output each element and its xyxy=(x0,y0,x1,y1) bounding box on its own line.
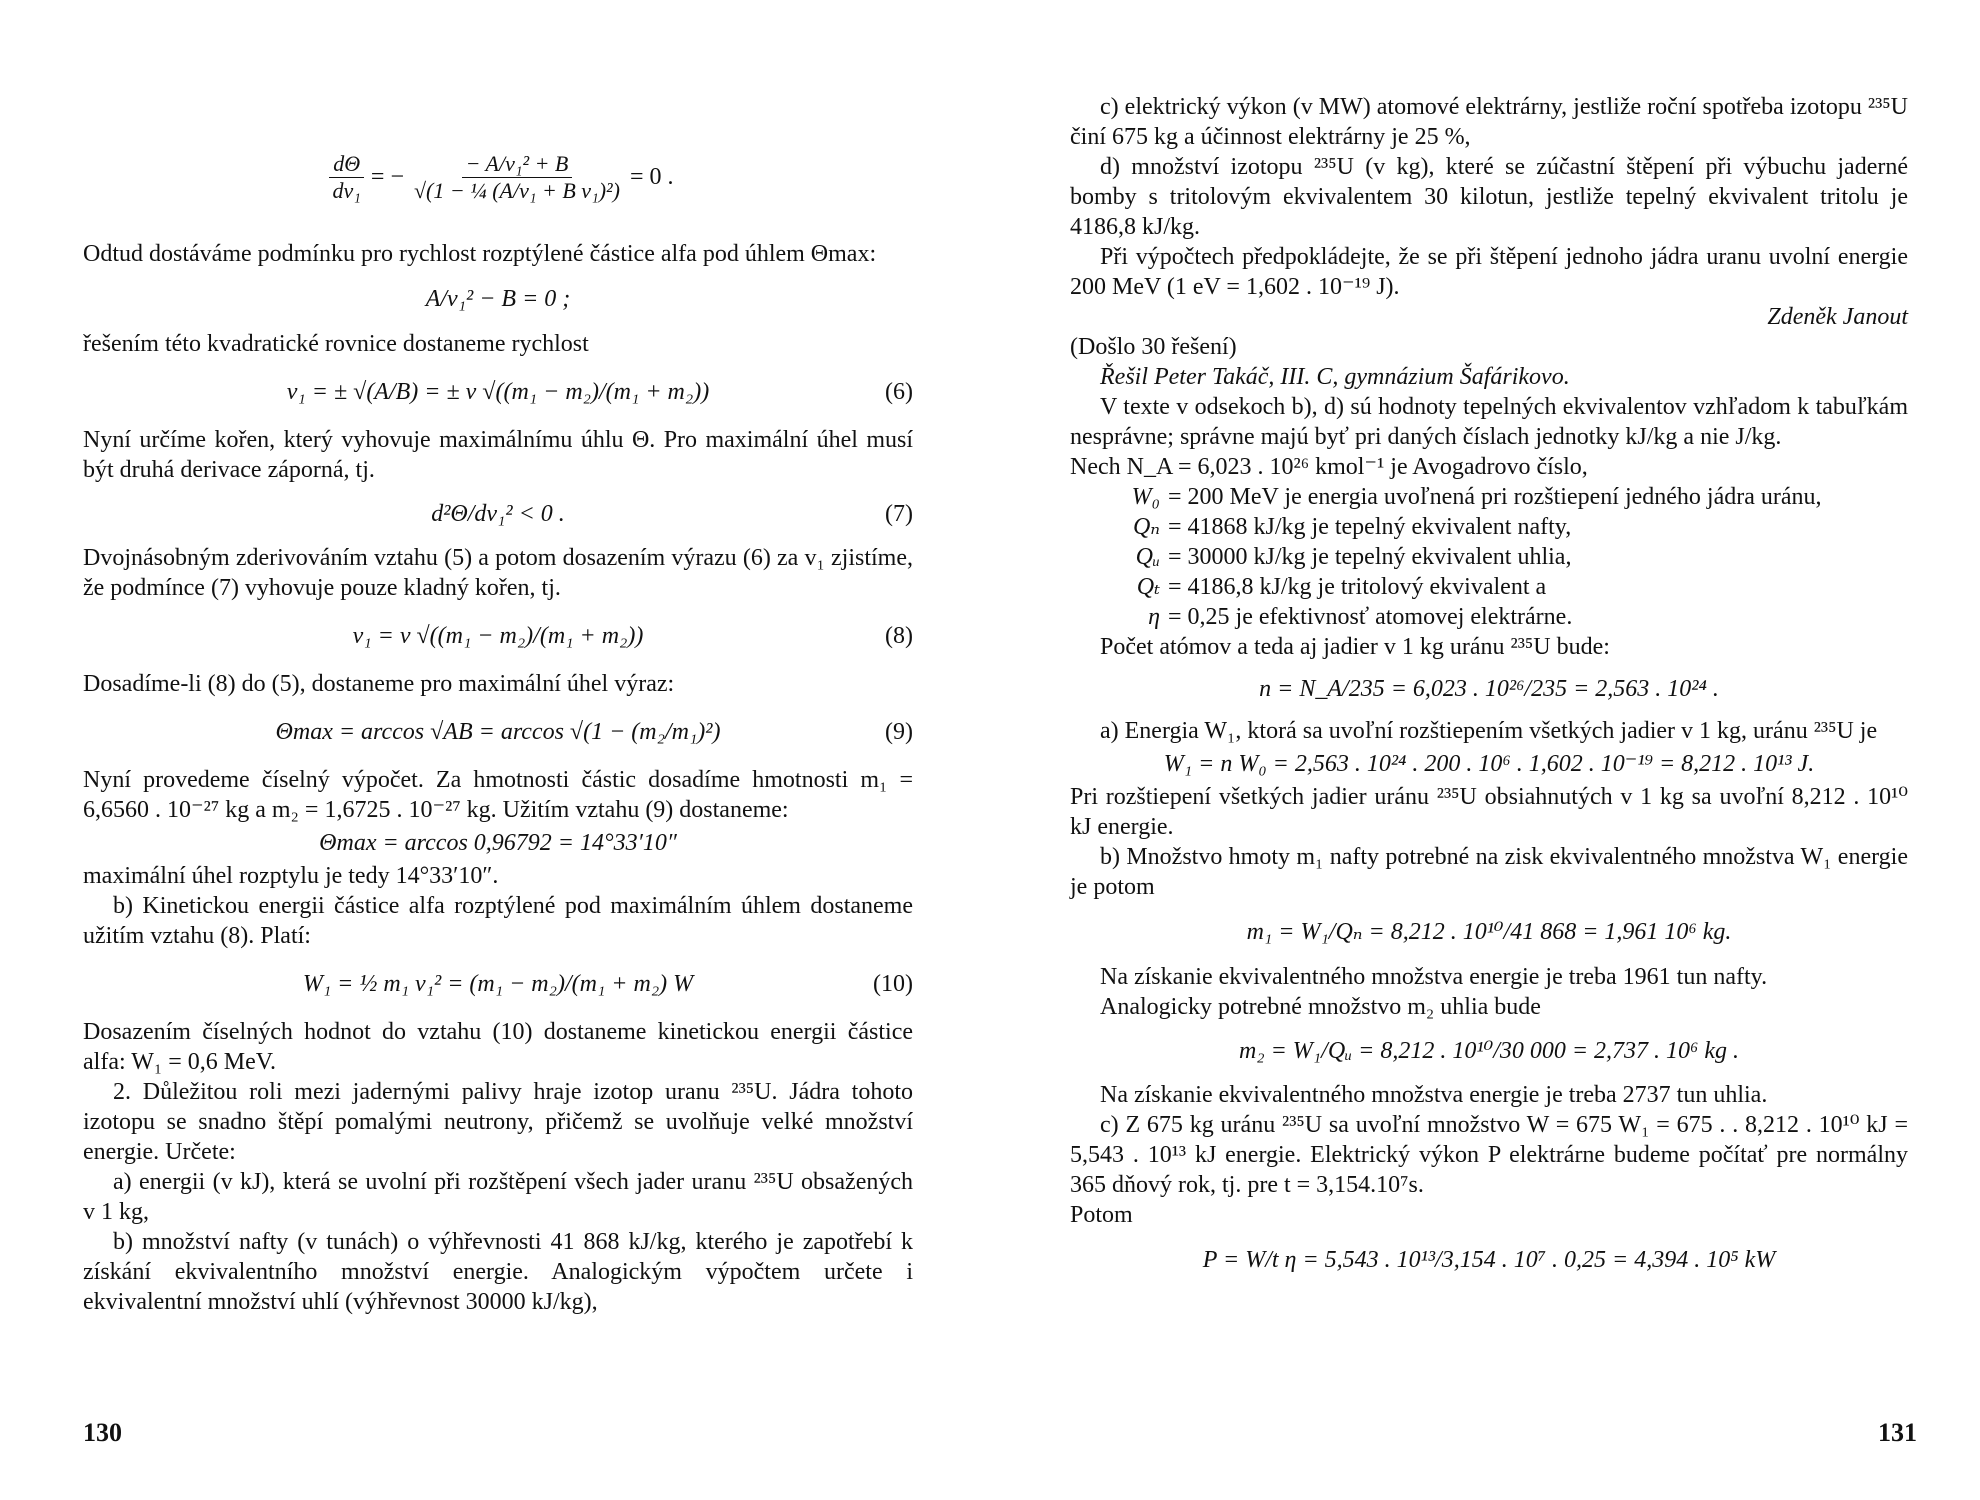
equation-theta-max: Θmax = arccos 0,96792 = 14°33′10″ xyxy=(319,830,677,856)
paragraph: Nyní určíme kořen, který vyhovuje maximálnímu úhlu Θ. Pro maximální úhel musí být druhá derivace záporná, tj. xyxy=(83,427,913,483)
equation-power: P = W/t η = 5,543 . 10¹³/3,154 . 10⁷ . 0,25 = 4,394 . 10⁵ kW xyxy=(1202,1247,1776,1273)
paragraph: Potom xyxy=(1070,1202,1133,1228)
paragraph: V texte v odsekoch b), d) sú hodnoty tepelných ekvivalentov vzhľadom k tabuľkám nesprávne; správne majú byť pri daných číslach jednotky kJ/kg a nie J/kg. xyxy=(1070,394,1908,450)
equation-10 xyxy=(83,953,913,1015)
equation-6-body: v₁ = ± √(A/B) = ± v √((m₁ − m₂)/(m₁ + m₂)) xyxy=(286,379,710,405)
paragraph: a) Energia W₁, ktorá sa uvoľní rozštiepením všetkých jadier v 1 kg, uránu ²³⁵U je xyxy=(1100,718,1878,744)
paragraph: d) množství izotopu ²³⁵U (v kg), které se zúčastní štěpení při výbuchu jaderné bomby s tritolovým ekvivalentem 30 kilotun, jestliže tepelný ekvivalent tritolu je 4186,8 kJ/kg. xyxy=(1070,154,1908,240)
equation-number: (8) xyxy=(885,623,913,649)
equation-n: n = N_A/235 = 6,023 . 10²⁶/235 = 2,563 . 10²⁴ . xyxy=(1259,676,1719,702)
eq-lhs-num: dΘ xyxy=(329,151,364,178)
paragraph: Nyní provedeme číselný výpočet. Za hmotnosti částic dosadíme hmotnosti m₁ = 6,6560 . 10⁻²⁷ kg a m₂ = 1,6725 . 10⁻²⁷ kg. Užitím vztahu (9) dostaneme: xyxy=(83,767,913,823)
equation-9 xyxy=(83,701,913,763)
equation-6 xyxy=(83,361,913,423)
equation-9-body: Θmax = arccos √AB = arccos √(1 − (m₂/m₁)²) xyxy=(275,719,721,745)
equation-8 xyxy=(83,605,913,667)
eq-lhs-den: dv₁ xyxy=(332,177,361,203)
paragraph: (Došlo 30 řešení) xyxy=(1070,334,1237,360)
paragraph: Počet atómov a teda aj jadier v 1 kg uránu ²³⁵U bude: xyxy=(1100,634,1610,660)
paragraph: Nech N_A = 6,023 . 10²⁶ kmol⁻¹ je Avogadrovo číslo, xyxy=(1070,454,1588,480)
eq-top: − A/v₁² + B xyxy=(462,151,573,178)
paragraph: c) Z 675 kg uránu ²³⁵U sa uvoľní množstvo W = 675 W₁ = 675 . . 8,212 . 10¹⁰ kJ = 5,543 . 10¹³ kJ energie. Elektrický výkon P elektrárne budeme počítať pre normálny 365 dňový rok, tj. pre t = 3,154.10⁷s. xyxy=(1070,1112,1908,1198)
equation-10-body: W₁ = ½ m₁ v₁² = (m₁ − m₂)/(m₁ + m₂) W xyxy=(302,971,694,997)
equation-number: (10) xyxy=(873,971,913,997)
paragraph: b) Množstvo hmoty m₁ nafty potrebné na zisk ekvivalentného množstva W₁ energie je potom xyxy=(1070,844,1908,900)
definition-text: = 30000 kJ/kg je tepelný ekvivalent uhlia, xyxy=(1168,544,1572,570)
paragraph: Dosadíme-li (8) do (5), dostaneme pro maximální úhel výraz: xyxy=(83,671,675,697)
paragraph: b) Kinetickou energii částice alfa rozptýlené pod maximálním úhlem dostaneme užitím vztahu (8). Platí: xyxy=(83,893,913,949)
definition-row xyxy=(1070,482,1908,512)
equation-7 xyxy=(83,487,913,541)
definition-text: = 4186,8 kJ/kg je tritolový ekvivalent a xyxy=(1168,574,1547,600)
equation-number: (6) xyxy=(885,379,913,405)
paragraph: Dvojnásobným zderivováním vztahu (5) a potom dosazením výrazu (6) za v₁ zjistíme, že podmínce (7) vyhovuje pouze kladný kořen, tj. xyxy=(83,545,913,601)
paragraph: řešením této kvadratické rovnice dostaneme rychlost xyxy=(83,331,589,357)
equation-w1: W₁ = n W₀ = 2,563 . 10²⁴ . 200 . 10⁶ . 1,602 . 10⁻¹⁹ = 8,212 . 10¹³ J. xyxy=(1163,751,1815,777)
equation-m1: m₁ = W₁/Qₙ = 8,212 . 10¹⁰/41 868 = 1,961 10⁶ kg. xyxy=(1246,919,1732,945)
definition-text: = 0,25 je efektivnosť atomovej elektrárne. xyxy=(1168,604,1573,630)
paragraph: Na získanie ekvivalentného množstva energie je treba 1961 tun nafty. xyxy=(1100,964,1768,990)
paragraph: b) množství nafty (v tunách) o výhřevnosti 41 868 kJ/kg, kterého je zapotřebí k získání ekvivalentního množství energie. Analogickým výpočtem určete i ekvivalentní množství uhlí (výhřevnost 30000 kJ/kg), xyxy=(83,1229,913,1315)
paragraph: maximální úhel rozptylu je tedy 14°33′10″. xyxy=(83,863,499,889)
paragraph: a) energii (v kJ), která se uvolní při rozštěpení všech jader uranu ²³⁵U obsažených v 1 kg, xyxy=(83,1169,913,1225)
solver-credit: Řešil Peter Takáč, III. C, gymnázium Šafárikovo. xyxy=(1100,364,1570,390)
equation-number: (9) xyxy=(885,719,913,745)
definition-symbol: Qᵤ xyxy=(1135,544,1160,570)
definition-row xyxy=(1070,602,1908,632)
definition-symbol: W₀ xyxy=(1131,484,1160,510)
page-number: 131 xyxy=(1878,1418,1917,1447)
eq-bottom: √(1 − ¼ (A/v₁ + B v₁)²) xyxy=(413,177,620,203)
author-signature: Zdeněk Janout xyxy=(1767,304,1908,330)
definition-row xyxy=(1070,542,1908,572)
equation-ab: A/v₁² − B = 0 ; xyxy=(425,286,571,312)
paragraph: Dosazením číselných hodnot do vztahu (10) dostaneme kinetickou energii částice alfa: W₁ = 0,6 MeV. xyxy=(83,1019,913,1075)
paragraph: 2. Důležitou roli mezi jadernými palivy hraje izotop uranu ²³⁵U. Jádra tohoto izotopu se snadno štěpí pomalými neutrony, přičemž se uvolňuje velké množství energie. Určete: xyxy=(83,1079,913,1165)
paragraph: Analogicky potrebné množstvo m₂ uhlia bude xyxy=(1100,994,1541,1020)
definition-row xyxy=(1070,512,1908,542)
definition-text: = 200 MeV je energia uvoľnená pri rozštiepení jedného jádra uránu, xyxy=(1168,484,1822,510)
paragraph: Pri rozštiepení všetkých jadier uránu ²³⁵U obsiahnutých v 1 kg sa uvoľní 8,212 . 10¹⁰ kJ energie. xyxy=(1070,784,1908,840)
equation-7-body: d²Θ/dv₁² < 0 . xyxy=(431,501,565,527)
definition-row xyxy=(1070,572,1908,602)
page-number: 130 xyxy=(83,1418,122,1447)
paragraph: Na získanie ekvivalentného množstva energie je treba 2737 tun uhlia. xyxy=(1100,1082,1768,1108)
equation-dtheta: $\frac{d\Theta}{\text{dv₁}}$ = − $\frac{\text{− A/v₁² + B}}{\text{√(1 − ¼ (A/v₁ + B v₁)²)}}$ = 0 . xyxy=(83,117,913,237)
right-text-column xyxy=(1070,92,1908,1290)
definition-symbol: η xyxy=(1148,604,1160,630)
definition-symbol: Qₜ xyxy=(1136,574,1160,600)
paragraph: Odtud dostáváme podmínku pro rychlost rozptýlené částice alfa pod úhlem Θmax: xyxy=(83,241,877,267)
definition-text: = 41868 kJ/kg je tepelný ekvivalent nafty, xyxy=(1168,514,1572,540)
equation-number: (7) xyxy=(885,501,913,527)
definition-symbol: Qₙ xyxy=(1132,514,1160,540)
left-text-column xyxy=(83,115,913,1317)
eq-rhs: = 0 . xyxy=(629,164,674,190)
paragraph: c) elektrický výkon (v MW) atomové elektrárny, jestliže roční spotřeba izotopu ²³⁵U činí 675 kg a účinnost elektrárny je 25 %, xyxy=(1070,94,1908,150)
right-page xyxy=(990,0,1980,1500)
paragraph: Při výpočtech předpokládejte, že se při štěpení jednoho jádra uranu uvolní energie 200 MeV (1 eV = 1,602 . 10⁻¹⁹ J). xyxy=(1070,244,1908,300)
equation-8-body: v₁ = v √((m₁ − m₂)/(m₁ + m₂)) xyxy=(352,623,644,649)
equation-m2: m₂ = W₁/Qᵤ = 8,212 . 10¹⁰/30 000 = 2,737 . 10⁶ kg . xyxy=(1238,1038,1740,1064)
